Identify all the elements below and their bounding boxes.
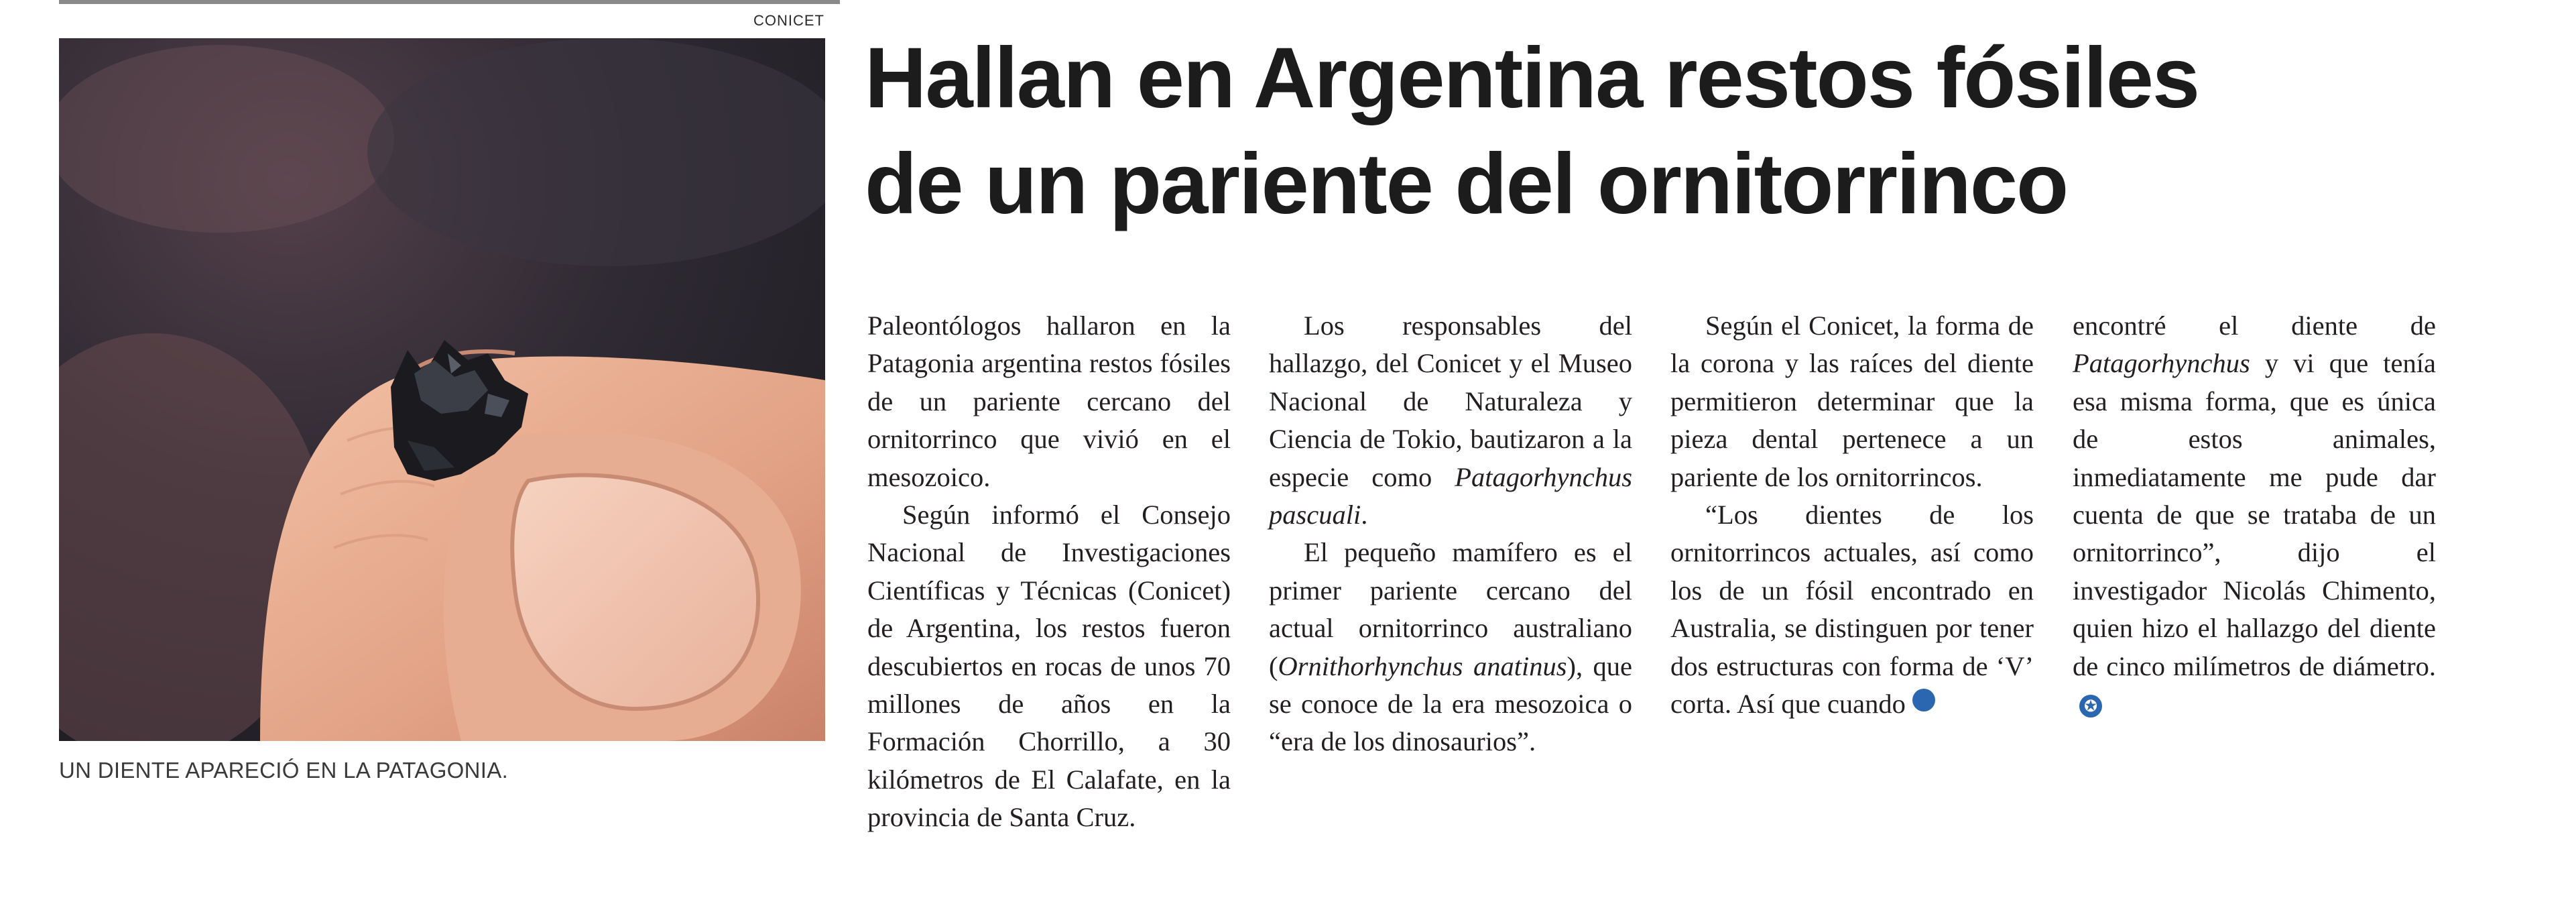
paragraph-quote [1670,496,2034,723]
article-column-4 [2073,307,2436,723]
paragraph-conicet-report: Según informó el Consejo Nacional de Investigaciones Científicas y Técnicas (Conicet) de Argentina, los restos fueron descubiertos en rocas de unos 70 millones de años en la Formación Chorrillo, a 30 kilómetros de El Calafate, en la provincia de Santa Cruz. [867,500,1231,833]
species-name: Patagorhynchus [2073,348,2250,379]
headline-line-2: de un pariente del ornitorrinco [865,136,2068,232]
paragraph-mammal [1269,534,1632,760]
paragraph-text: encontré el diente de [2073,310,2436,341]
headline [865,25,2540,237]
species-name: Ornithorhynchus anatinus [1278,650,1567,681]
headline-line-1: Hallan en Argentina restos fósiles [865,30,2199,126]
photo-credit: CONICET [753,12,824,29]
paragraph-intro: Paleontólogos hallaron en la Patagonia argentina restos fósiles de un pariente cercano del ornitorrinco que vivió en el mesozoico. [867,310,1231,492]
photo-caption: UN DIENTE APARECIÓ EN LA PATAGONIA. [59,758,509,783]
star-end-mark-icon: ✪ [2079,695,2102,718]
species-name: Patagorhynchus pascuali [1269,461,1632,530]
fossil-tooth-photo [59,38,825,741]
paragraph-text: . [1361,500,1368,530]
paragraph-quote-continued [2073,307,2436,723]
paragraph-species-name [1269,307,1632,534]
article-column-3 [1670,307,2034,723]
paragraph-text: “Los dientes de los ornitorrincos actuales, así como los de un fósil encontrado en Australia, se distinguen por tener dos estructuras con forma de ‘V’ corta. Así que cuando [1670,500,2034,720]
paragraph-text: Los responsables del hallazgo, del Conicet y el Museo Nacional de Naturaleza y Ciencia de Tokio, bautizaron a la especie como [1269,310,1632,492]
paragraph-tooth-shape: Según el Conicet, la forma de la corona y las raíces del diente permitieron determinar que la pieza dental pertenece a un pariente de los ornitorrincos. [1670,310,2034,492]
top-rule [59,0,840,4]
article-column-1 [867,307,1231,837]
star-end-mark-icon [1912,689,1935,711]
paragraph-text: y vi que tenía esa misma forma, que es única de estos animales, inmediatamente me pude dar cuenta de que se trataba de un ornitorrinco”, dijo el investigador Nicolás Chimento, quien hizo el hallazgo del diente de cinco milímetros de diámetro. [2073,348,2436,681]
paragraph-text: ), que se conoce de la era mesozoica o “era de los dinosaurios”. [1269,650,1632,757]
article-column-2 [1269,307,1632,761]
paragraph-text: El pequeño mamífero es el primer pariente cercano del actual ornitorrinco australiano ( [1269,537,1632,681]
